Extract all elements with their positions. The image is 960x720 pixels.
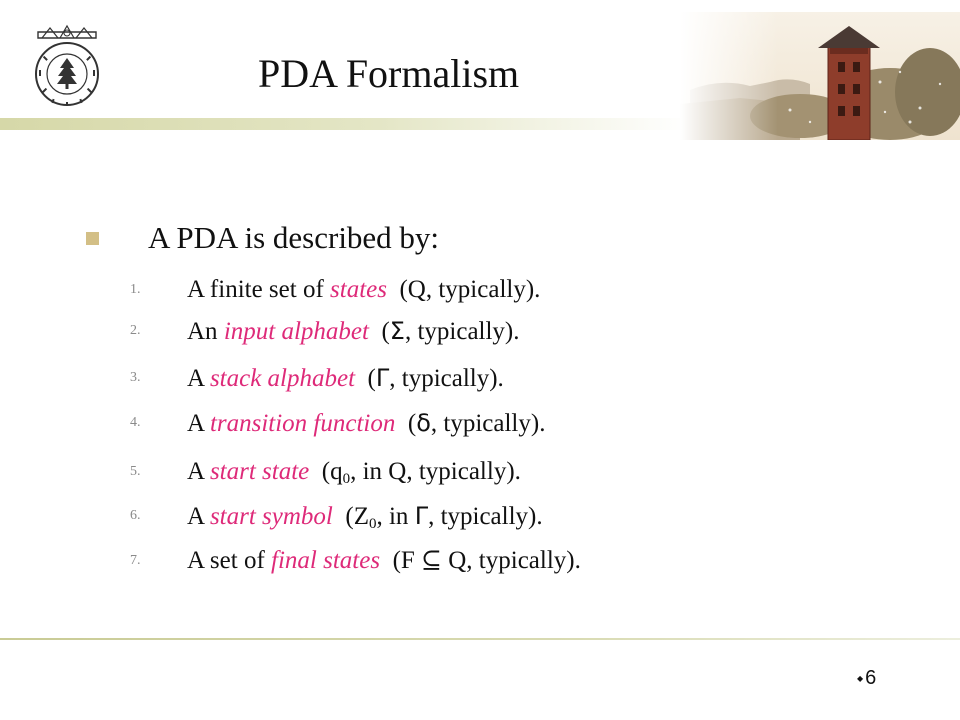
item-term: transition function [209,410,396,437]
item-term: states [330,276,387,303]
item-number: 4. [130,415,141,430]
item-subscript: 0 [342,471,351,487]
item-term: start symbol [209,503,333,530]
item-subscript: 0 [368,516,377,532]
item-text: A stack alphabet (Γ, typically). [187,364,504,392]
item-term: stack alphabet [209,365,356,392]
bullet-square-icon [86,232,99,245]
item-number: 3. [130,370,141,385]
item-number: 5. [130,464,141,479]
lead-text: A PDA is described by: [148,220,440,255]
item-text: An input alphabet (Σ, typically). [187,317,520,345]
tower-header-image [680,12,960,140]
university-seal-icon [30,24,104,110]
item-symbol: Γ [414,502,429,530]
item-text: A finite set of states (Q, typically). [187,276,541,303]
item-text: A set of final states (F ⊆ Q, typically). [187,547,581,574]
item-text: A transition function (δ, typically). [187,409,546,437]
item-number: 1. [130,282,141,297]
item-text: A start symbol ($Z_0$, in Γ, typically). [187,502,543,532]
item-number: 6. [130,508,141,523]
slide-title: PDA Formalism [258,51,520,96]
item-number: 7. [130,553,141,568]
page-number-value: 6 [865,667,877,689]
item-text: A start state ($q_0$, in Q, typically). [187,458,521,487]
item-number: 2. [130,323,141,338]
header-band [0,118,690,130]
item-term: start state [209,458,310,485]
page-number [857,667,876,690]
footer-divider [0,638,960,640]
page-marker-icon: ◆ [857,674,864,683]
item-symbol: Γ [375,364,390,392]
item-term: final states [271,547,381,574]
item-symbol: Σ [389,317,405,345]
item-symbol: δ [416,409,431,437]
item-term: input alphabet [223,318,369,345]
